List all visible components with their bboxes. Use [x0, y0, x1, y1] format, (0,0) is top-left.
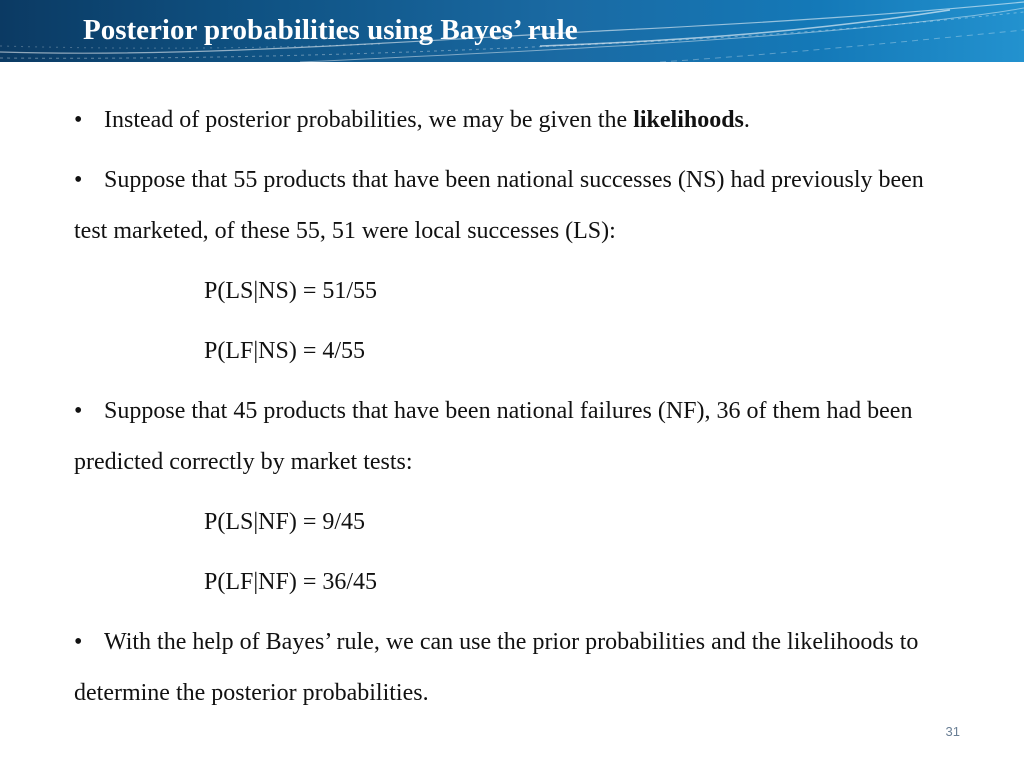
- bold-term-likelihoods: likelihoods: [633, 107, 744, 133]
- bullet-text: With the help of Bayes’ rule, we can use the prior probabilities and the likelihoods to determine the posterior probabilities.: [74, 629, 919, 706]
- bullet-text: Suppose that 45 products that have been national failures (NF), 36 of them had been predicted correctly by market tests:: [74, 398, 913, 475]
- bullet-icon: •: [74, 107, 83, 133]
- formula-lf-given-ns: P(LF|NS) = 4/55: [204, 338, 366, 364]
- bullet-text: Suppose that 55 products that have been national successes (NS) had previously been test marketed, of these 55, 51 were local successes (LS):: [74, 167, 924, 244]
- slide-title: Posterior probabilities using Bayes’ rule: [83, 14, 578, 46]
- bullet-item-national-successes: [74, 155, 944, 257]
- formula-ls-given-nf: P(LS|NF) = 9/45: [204, 509, 366, 535]
- bullet-icon: •: [74, 398, 83, 424]
- bullet-text: Instead of posterior probabilities, we may be given the: [104, 107, 634, 133]
- bullet-item-bayes-rule: [74, 617, 944, 719]
- formula-ls-given-ns: P(LS|NS) = 51/55: [204, 278, 378, 304]
- slide-header: [0, 0, 1024, 62]
- bullet-icon: •: [74, 167, 83, 193]
- page-number: 31: [945, 724, 960, 739]
- bullet-item-likelihoods: [74, 95, 944, 146]
- slide-body: [74, 95, 944, 728]
- formula-lf-given-nf: P(LF|NF) = 36/45: [204, 569, 378, 595]
- bullet-item-national-failures: [74, 386, 944, 488]
- bullet-text-end: .: [743, 107, 750, 133]
- bullet-icon: •: [74, 629, 83, 655]
